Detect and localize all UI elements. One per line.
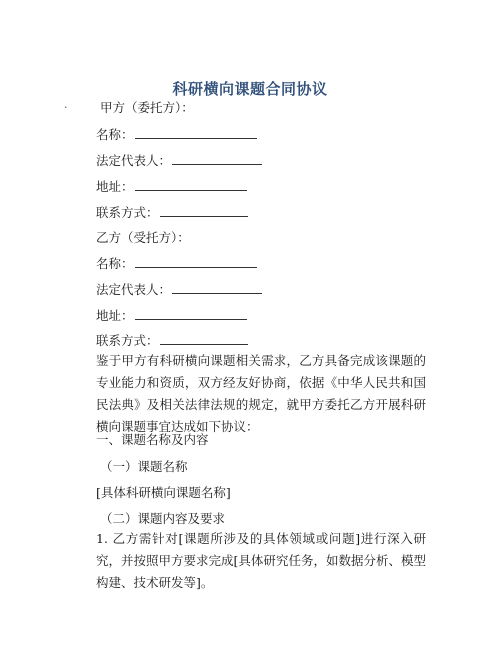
party-b-name-label: 名称： xyxy=(96,256,134,271)
list-marker: · xyxy=(64,101,68,114)
party-a-rep-blank[interactable] xyxy=(172,152,262,165)
party-a-name-label: 名称： xyxy=(96,127,134,142)
preamble-paragraph: 鉴于甲方有科研横向课题相关需求，乙方具备完成该课题的专业能力和资质，双方经友好协商，依据《中华人民共和国民法典》及相关法律法规的规定，就甲方委托乙方开展科研横向课题事宜达成如下协议： xyxy=(96,353,426,434)
clause-1-paragraph: 1. 乙方需针对[课题所涉及的具体领域或问题]进行深入研究，并按照甲方要求完成[具体研究任务，如数据分析、模型构建、技术研发等]。 xyxy=(96,531,426,590)
party-a-contact-blank[interactable] xyxy=(160,204,248,217)
party-b-addr-row xyxy=(96,307,247,324)
party-a-addr-blank[interactable] xyxy=(135,178,247,191)
party-a-rep-label: 法定代表人： xyxy=(96,153,172,168)
party-a-addr-label: 地址： xyxy=(96,179,134,194)
party-a-contact-row xyxy=(96,204,248,221)
party-b-name-row xyxy=(96,255,257,272)
party-b-addr-blank[interactable] xyxy=(135,307,247,320)
party-b-contact-label: 联系方式： xyxy=(96,333,159,348)
party-b-rep-row xyxy=(96,281,262,298)
party-b-rep-label: 法定代表人： xyxy=(96,282,172,297)
party-a-addr-row xyxy=(96,178,247,195)
document-title: 科研横向课题合同协议 xyxy=(172,80,328,98)
party-b-name-blank[interactable] xyxy=(135,255,257,268)
party-a-rep-row xyxy=(96,152,262,169)
party-b-heading: 乙方（受托方）： xyxy=(96,230,190,245)
party-a-contact-label: 联系方式： xyxy=(96,205,159,220)
party-b-rep-blank[interactable] xyxy=(172,281,262,294)
party-a-heading: 甲方（委托方）： xyxy=(100,100,194,115)
subsection-1-heading: （一）课题名称 xyxy=(100,459,188,474)
party-a-name-row xyxy=(96,126,257,143)
topic-name-placeholder: [具体科研横向课题名称] xyxy=(96,485,231,500)
section-1-heading: 一、课题名称及内容 xyxy=(96,432,209,447)
subsection-2-heading: （二）课题内容及要求 xyxy=(100,511,226,526)
party-b-contact-blank[interactable] xyxy=(160,332,248,345)
party-b-addr-label: 地址： xyxy=(96,308,134,323)
party-b-contact-row xyxy=(96,332,248,349)
party-a-name-blank[interactable] xyxy=(135,126,257,139)
